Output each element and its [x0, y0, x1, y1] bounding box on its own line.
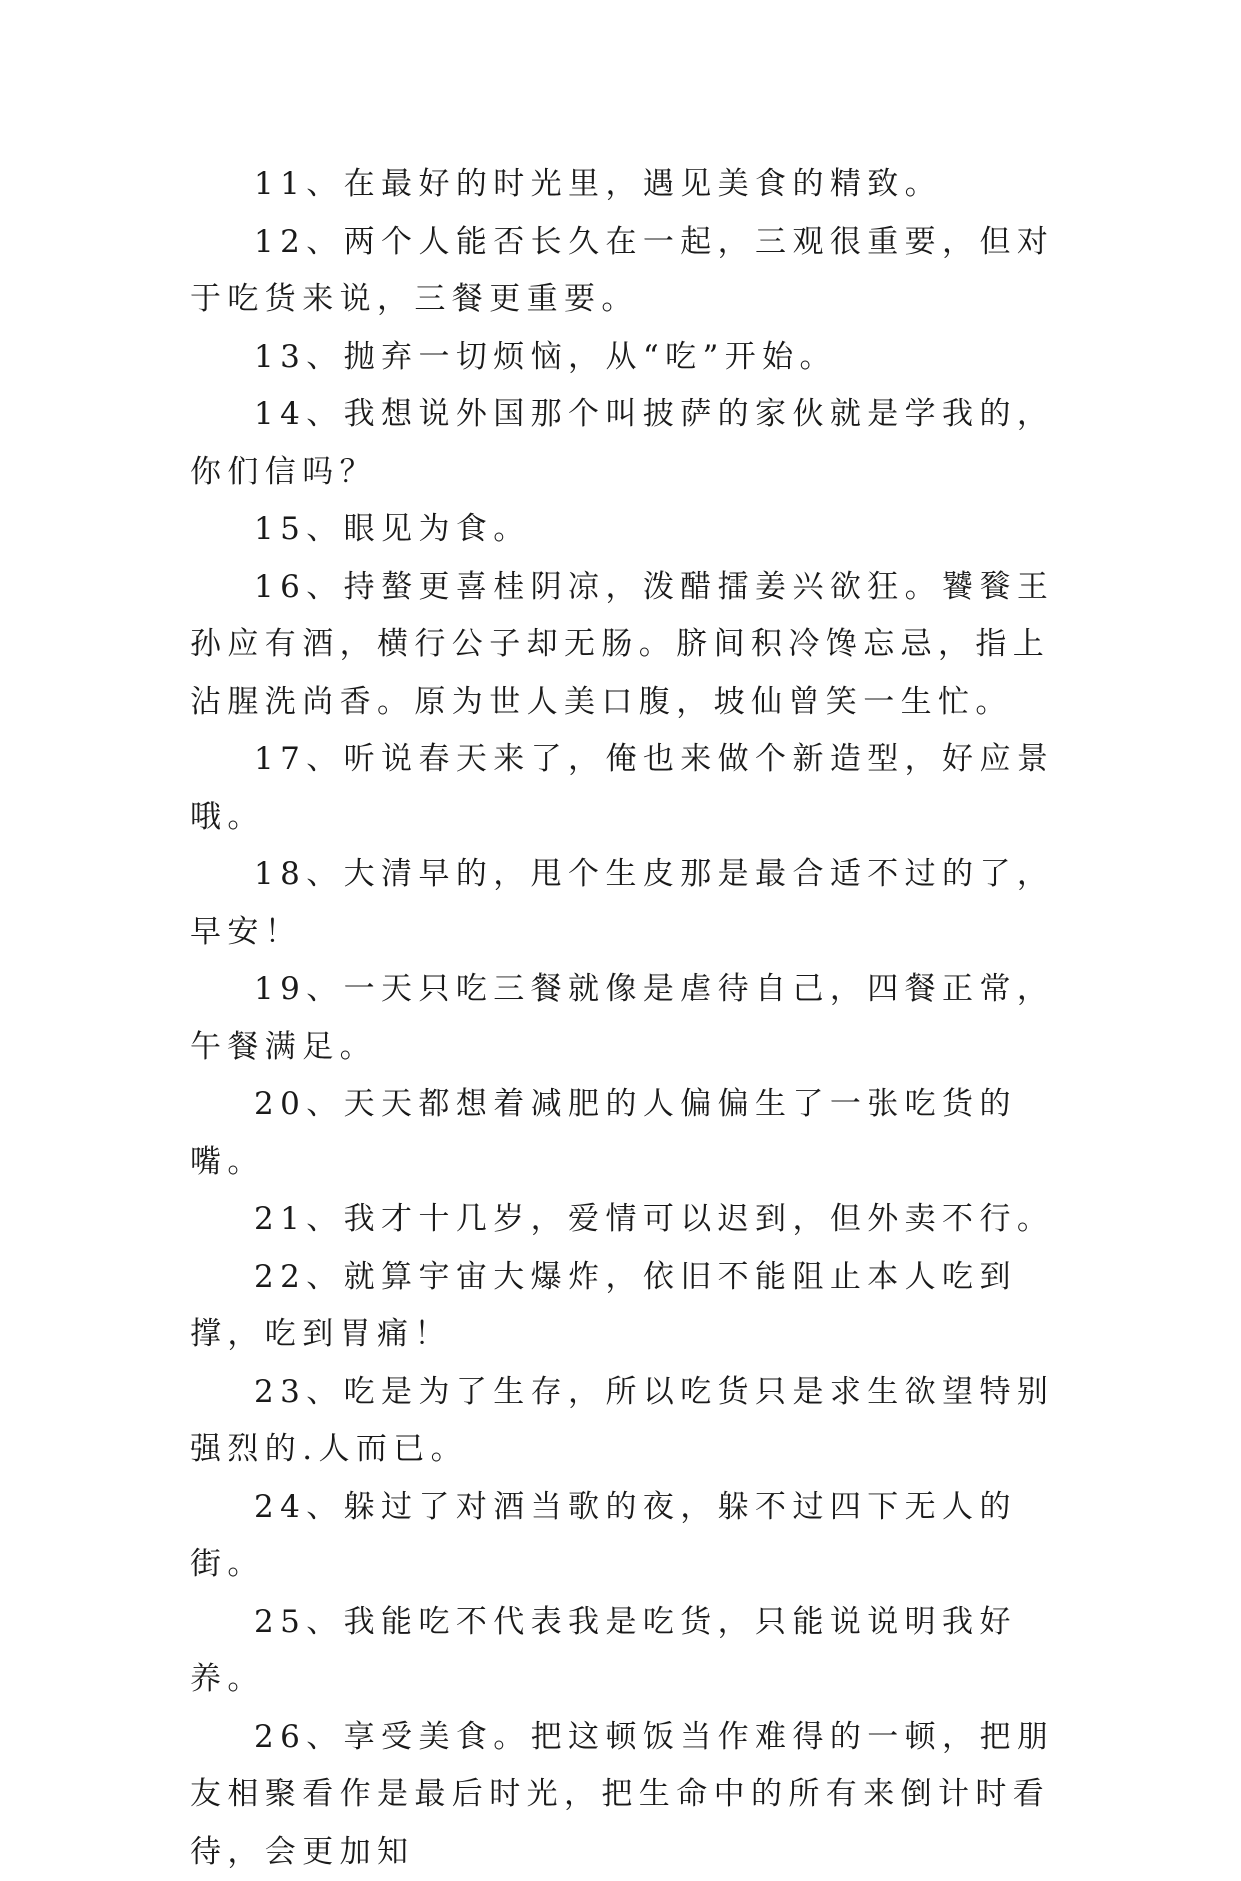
paragraph-26: 26、享受美食。把这顿饭当作难得的一顿，把朋友相聚看作是最后时光，把生命中的所有来倒计时看待，会更加知 — [190, 1709, 1070, 1881]
paragraph-12: 12、两个人能否长久在一起，三观很重要，但对于吃货来说，三餐更重要。 — [190, 214, 1070, 329]
paragraph-16: 16、持螯更喜桂阴凉，泼醋擂姜兴欲狂。饕餮王孙应有酒，横行公子却无肠。脐间积冷馋忘忌，指上沾腥洗尚香。原为世人美口腹，坡仙曾笑一生忙。 — [190, 559, 1070, 732]
paragraph-22: 22、就算宇宙大爆炸，依旧不能阻止本人吃到撑，吃到胃痛！ — [190, 1249, 1070, 1364]
paragraph-14: 14、我想说外国那个叫披萨的家伙就是学我的，你们信吗？ — [190, 386, 1070, 501]
paragraph-24: 24、躲过了对酒当歌的夜，躲不过四下无人的街。 — [190, 1479, 1070, 1594]
paragraph-21: 21、我才十几岁，爱情可以迟到，但外卖不行。 — [190, 1191, 1070, 1249]
paragraph-15: 15、眼见为食。 — [190, 501, 1070, 559]
paragraph-17: 17、听说春天来了，俺也来做个新造型，好应景哦。 — [190, 731, 1070, 846]
paragraph-20: 20、天天都想着减肥的人偏偏生了一张吃货的嘴。 — [190, 1076, 1070, 1191]
document-body — [190, 156, 1070, 1881]
paragraph-18: 18、大清早的，甩个生皮那是最合适不过的了，早安！ — [190, 846, 1070, 961]
paragraph-23: 23、吃是为了生存，所以吃货只是求生欲望特别强烈的.人而已。 — [190, 1364, 1070, 1479]
paragraph-25: 25、我能吃不代表我是吃货，只能说说明我好养。 — [190, 1594, 1070, 1709]
paragraph-19: 19、一天只吃三餐就像是虐待自己，四餐正常，午餐满足。 — [190, 961, 1070, 1076]
paragraph-13: 13、抛弃一切烦恼，从“吃”开始。 — [190, 329, 1070, 387]
paragraph-11: 11、在最好的时光里，遇见美食的精致。 — [190, 156, 1070, 214]
